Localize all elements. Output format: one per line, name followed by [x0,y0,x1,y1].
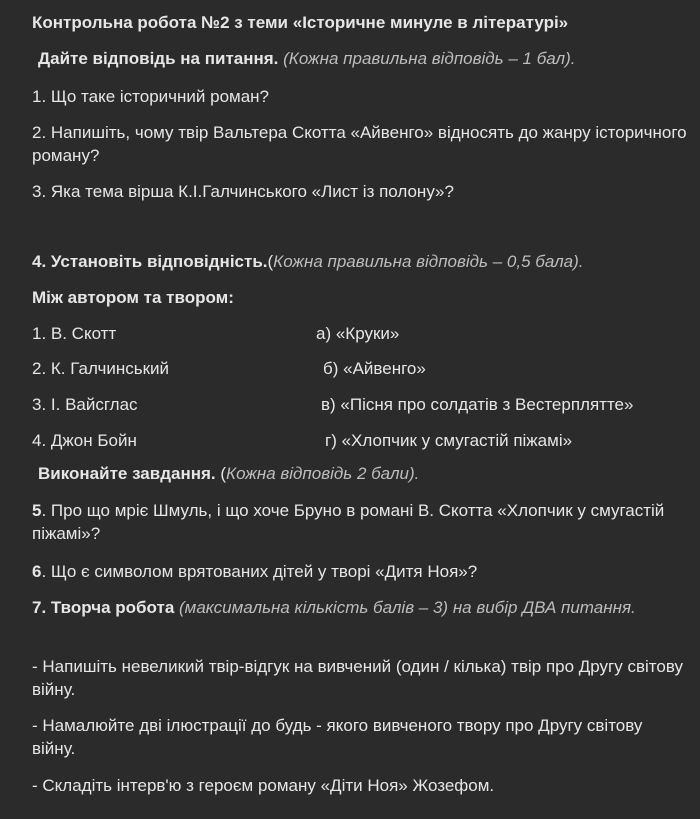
match-work-c: в) «Пісня про солдатів з Вестерплятте» [321,395,634,414]
question-5: 5. Про що мріє Шмуль, і що хоче Бруно в романі В. Скотта «Хлопчик у смугастій піжамі»? [32,501,665,543]
match-work-a: а) «Круки» [316,324,400,343]
document-title: Контрольна робота №2 з теми «Історичне минуле в літературі» [32,13,569,32]
question-6: 6. Що є символом врятованих дітей у творі «Дитя Ноя»? [32,562,478,581]
section2-heading: 4. Установіть відповідність. [32,252,268,271]
section2-heading-line: 4. Установіть відповідність.(Кожна правильна відповідь – 0,5 бала). [32,252,584,271]
section1-note: (Кожна правильна відповідь – 1 бал). [283,49,576,68]
section2-subheading: Між автором та твором: [32,288,234,307]
match-author-1: 1. В. Скотт [32,324,117,343]
question-7: 7. Творча робота (максимальна кількість балів – 3) на вибір ДВА питання. [32,598,636,617]
section3-heading-line: Виконайте завдання. (Кожна відповідь 2 бали). [38,464,420,483]
match-work-b: б) «Айвенго» [323,359,426,378]
match-author-3: 3. І. Вайсглас [32,395,138,414]
question-1: 1. Що таке історичний роман? [32,87,270,106]
section1-heading-line [38,48,690,71]
section2-note: Кожна правильна відповідь – 0,5 бала). [273,252,584,271]
section3-note: Кожна відповідь 2 бали). [226,464,420,483]
option-2: - Намалюйте дві ілюстрації до будь - якого вивченого твору про Другу світову війну. [32,716,643,758]
section1-heading: Дайте відповідь на питання. [38,49,279,68]
match-author-4: 4. Джон Бойн [32,431,137,450]
option-1: - Напишіть невеликий твір-відгук на вивчений (один / кілька) твір про Другу світову війну. [32,657,683,699]
question-3: 3. Яка тема вірша К.І.Галчинського «Лист із полону»? [32,182,454,201]
option-3: - Складіть інтерв'ю з героєм роману «Діти Ноя» Жозефом. [32,776,495,795]
section3-heading: Виконайте завдання. [38,464,216,483]
question-2: 2. Напишіть, чому твір Вальтера Скотта «Айвенго» відносять до жанру історичного роману? [32,123,687,165]
match-author-2: 2. К. Галчинський [32,359,170,378]
match-work-d: г) «Хлопчик у смугастій піжамі» [325,431,573,450]
